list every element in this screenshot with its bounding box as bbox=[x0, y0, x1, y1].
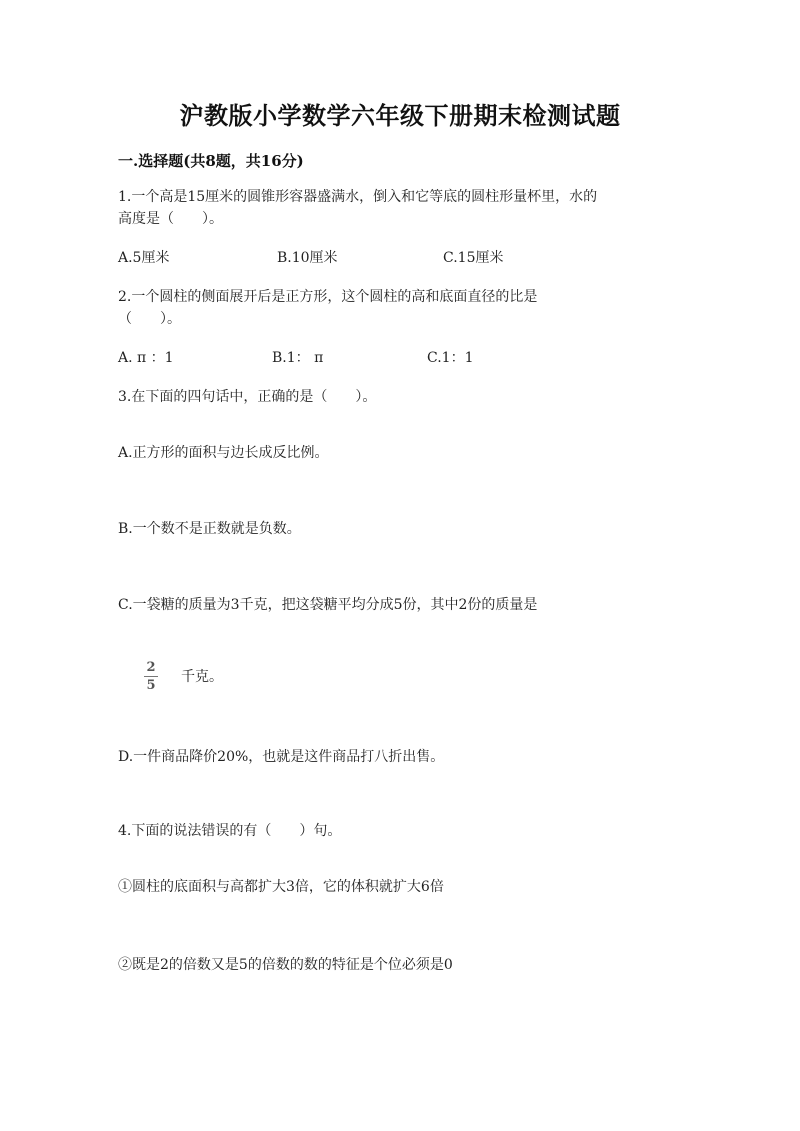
section-heading: 一.选择题(共8题，共16分) bbox=[118, 152, 304, 170]
question-2-option-b: B.1： π bbox=[272, 350, 324, 366]
question-1-option-c: C.15厘米 bbox=[443, 250, 504, 266]
question-4-statement-2: ②既是2的倍数又是5的倍数的数的特征是个位必须是0 bbox=[118, 957, 453, 973]
page-title: 沪教版小学数学六年级下册期末检测试题 bbox=[179, 101, 621, 130]
question-4-statement-1: ①圆柱的底面积与高都扩大3倍，它的体积就扩大6倍 bbox=[118, 879, 444, 895]
question-4-text-line-1: 4.下面的说法错误的有（ ）句。 bbox=[118, 823, 342, 839]
question-2-option-c: C.1：1 bbox=[427, 350, 474, 366]
question-3-option-c: C.一袋糖的质量为3千克，把这袋糖平均分成5份，其中2份的质量是 bbox=[118, 597, 538, 613]
question-3-text-line-1: 3.在下面的四句话中，正确的是（ ）。 bbox=[118, 389, 377, 405]
question-1-option-b: B.10厘米 bbox=[277, 250, 338, 266]
question-3-option-c-suffix: 千克。 bbox=[181, 669, 223, 685]
question-3-option-a: A.正方形的面积与边长成反比例。 bbox=[118, 445, 329, 461]
question-3-option-d: D.一件商品降价20%，也就是这件商品打八折出售。 bbox=[118, 749, 445, 765]
question-3-option-b: B.一个数不是正数就是负数。 bbox=[118, 521, 301, 537]
question-1-text-line-2: 高度是（ ）。 bbox=[118, 211, 223, 227]
question-2-option-a: A. π ：1 bbox=[118, 350, 174, 366]
fraction-bar bbox=[144, 676, 158, 677]
fraction-two-fifths bbox=[144, 660, 158, 693]
fraction-numerator: 2 bbox=[146, 660, 156, 675]
question-1-text-line-1: 1.一个高是15厘米的圆锥形容器盛满水，倒入和它等底的圆柱形量杯里，水的 bbox=[118, 189, 598, 205]
question-1-option-a: A.5厘米 bbox=[118, 250, 170, 266]
fraction-denominator: 5 bbox=[146, 678, 156, 693]
question-2-text-line-1: 2.一个圆柱的侧面展开后是正方形，这个圆柱的高和底面直径的比是 bbox=[118, 289, 538, 305]
question-2-text-line-2: （ ）。 bbox=[118, 311, 181, 327]
